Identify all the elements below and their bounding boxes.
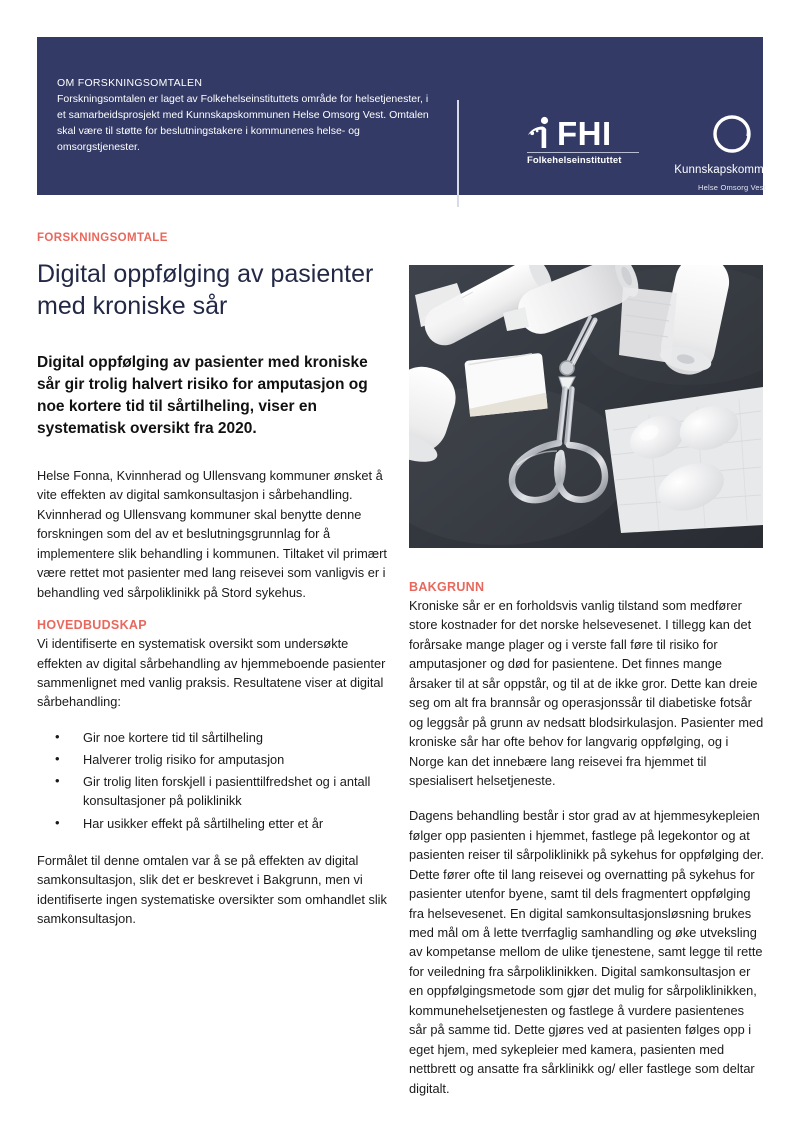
list-item: • Har usikker effekt på sårtilheling etter et år bbox=[55, 814, 392, 833]
page-title: Digital oppfølging av pasienter med kroniske sår bbox=[37, 260, 374, 320]
wound-care-supplies-photo bbox=[409, 265, 763, 548]
bakgrunn-paragraph-1: Kroniske sår er en forholdsvis vanlig tilstand som medfører store kostnader for det norske helsevesenet. I tillegg kan det forårsake mange plager og i verste fall føre til risiko for amputasjoner og død for pasientene. Det finnes mange årsaker til at sår oppstår, og til at de ikke gror. Dette kan dreie seg om alt fra brannsår og operasjonssår til diabetiske fotsår og leggsår på grunn av nedsatt blodsirkulasjon. Pasienter med kroniske sår har ofte behov for langvarig oppfølging, og i Norge kan det innebære lang reisevei fra hjemmet til spesialisert helsetjeneste. bbox=[409, 598, 764, 788]
fhi-logo bbox=[527, 115, 647, 166]
about-banner-body: Forskningsomtalen er laget av Folkehelseinstituttets område for helsetjenester, i et samarbeidsprosjekt med Kunnskapskommunen Helse Omsorg Vest. Omtalen skal være til støtte for beslutningstakere i kommunenes helse- og omsorgstjenester. bbox=[57, 93, 429, 153]
article-intro-paragraph: Helse Fonna, Kvinnherad og Ullensvang kommuner ønsket å vite effekten av digital samkonsultasjon i sårbehandling. Kvinnherad og Ullensvang kommuner skal benytte denne forskningen som del av et beslutningsgrunnlag for å implementere slik behandling i kommunen. Tiltaket vil primært være rettet mot pasienter med lang reisevei som vanligvis er i behandling ved sårpoliklinikk på Stord sykehus. bbox=[37, 468, 387, 600]
fhi-subtitle: Folkehelseinstituttet bbox=[527, 155, 622, 166]
fhi-person-icon bbox=[527, 115, 553, 149]
left-column bbox=[37, 232, 392, 945]
bakgrunn-heading: BAKGRUNN bbox=[409, 580, 485, 594]
right-column bbox=[409, 580, 764, 1114]
fhi-logo-rule bbox=[527, 152, 639, 153]
kunnskapskommunen-tagline: Helse Omsorg Vest bbox=[697, 182, 766, 192]
hovedbudskap-closing-paragraph: Formålet til denne omtalen var å se på effekten av digital samkonsultasjon, slik det er beskrevet i Bakgrunn, men vi identifiserte ingen systematiske oversikter som omhandlet slik samkonsultasjon. bbox=[37, 852, 387, 927]
about-banner-heading: OM FORSKNINGSOMTALEN bbox=[57, 77, 203, 90]
list-item: • Gir trolig liten forskjell i pasienttilfredshet og i antall konsultasjoner på poliklinikk bbox=[55, 772, 392, 810]
hovedbudskap-bullet-list bbox=[37, 728, 392, 833]
kunnskapskommunen-name: Kunnskapskommunen bbox=[674, 164, 790, 176]
hovedbudskap-paragraph: Vi identifiserte en systematisk oversikt som undersøkte effekten av digital sårbehandling av hjemmeboende pasienter sammenlignet med vanlig praksis. Resultatene viser at digital sårbehandling: bbox=[37, 636, 386, 710]
bakgrunn-paragraph-2: Dagens behandling består i stor grad av at hjemmesykepleien følger opp pasienten i hjemmet, fastlege på legekontor og at pasienten reiser til sårpoliklinikk på sykehus for oppfølging der. Dette fører ofte til lang reisevei og overnatting på sykehus for pasienter utenfor byene, samt til dels fragmentert oppfølging fra helsevesenet. En digital samkonsultasjonsløsning brukes med mål om å lette tverrfaglig samhandling og øke utveksling av kompetanse mellom de ulike tjenestene, samt legge til rette for veiledning fra sårpoliklinikken. Digital samkonsultasjon er en oppfølgingsmetode som gjør det mulig for sårpoliklinikken, kommunehelsetjenesten og fastlege å vurdere pasientenes sår på samme tid. Dette gjøres ved at pasienten følges opp i eget hjem, med sykepleier med kamera, pasienten med nettbrett og ansatte fra sårklinikk og/ eller fastlege som deltar digitalt. bbox=[409, 808, 764, 1096]
hovedbudskap-heading: HOVEDBUDSKAP bbox=[37, 618, 147, 633]
ring-circle-icon bbox=[710, 112, 754, 156]
list-item: • Gir noe kortere tid til sårtilheling bbox=[55, 728, 392, 747]
list-item: • Halverer trolig risiko for amputasjon bbox=[55, 750, 392, 769]
fhi-wordmark: FHI bbox=[557, 115, 612, 153]
banner-vertical-divider bbox=[457, 100, 459, 207]
kunnskapskommunen-logo bbox=[667, 112, 797, 192]
article-lead: Digital oppfølging av pasienter med kroniske sår gir trolig halvert risiko for amputasjon og noe kortere tid til sårtilheling, viser en systematisk oversikt fra 2020. bbox=[37, 354, 368, 437]
about-banner bbox=[37, 37, 790, 195]
article-eyebrow: FORSKNINGSOMTALE bbox=[37, 232, 168, 244]
about-banner-text bbox=[37, 76, 437, 156]
